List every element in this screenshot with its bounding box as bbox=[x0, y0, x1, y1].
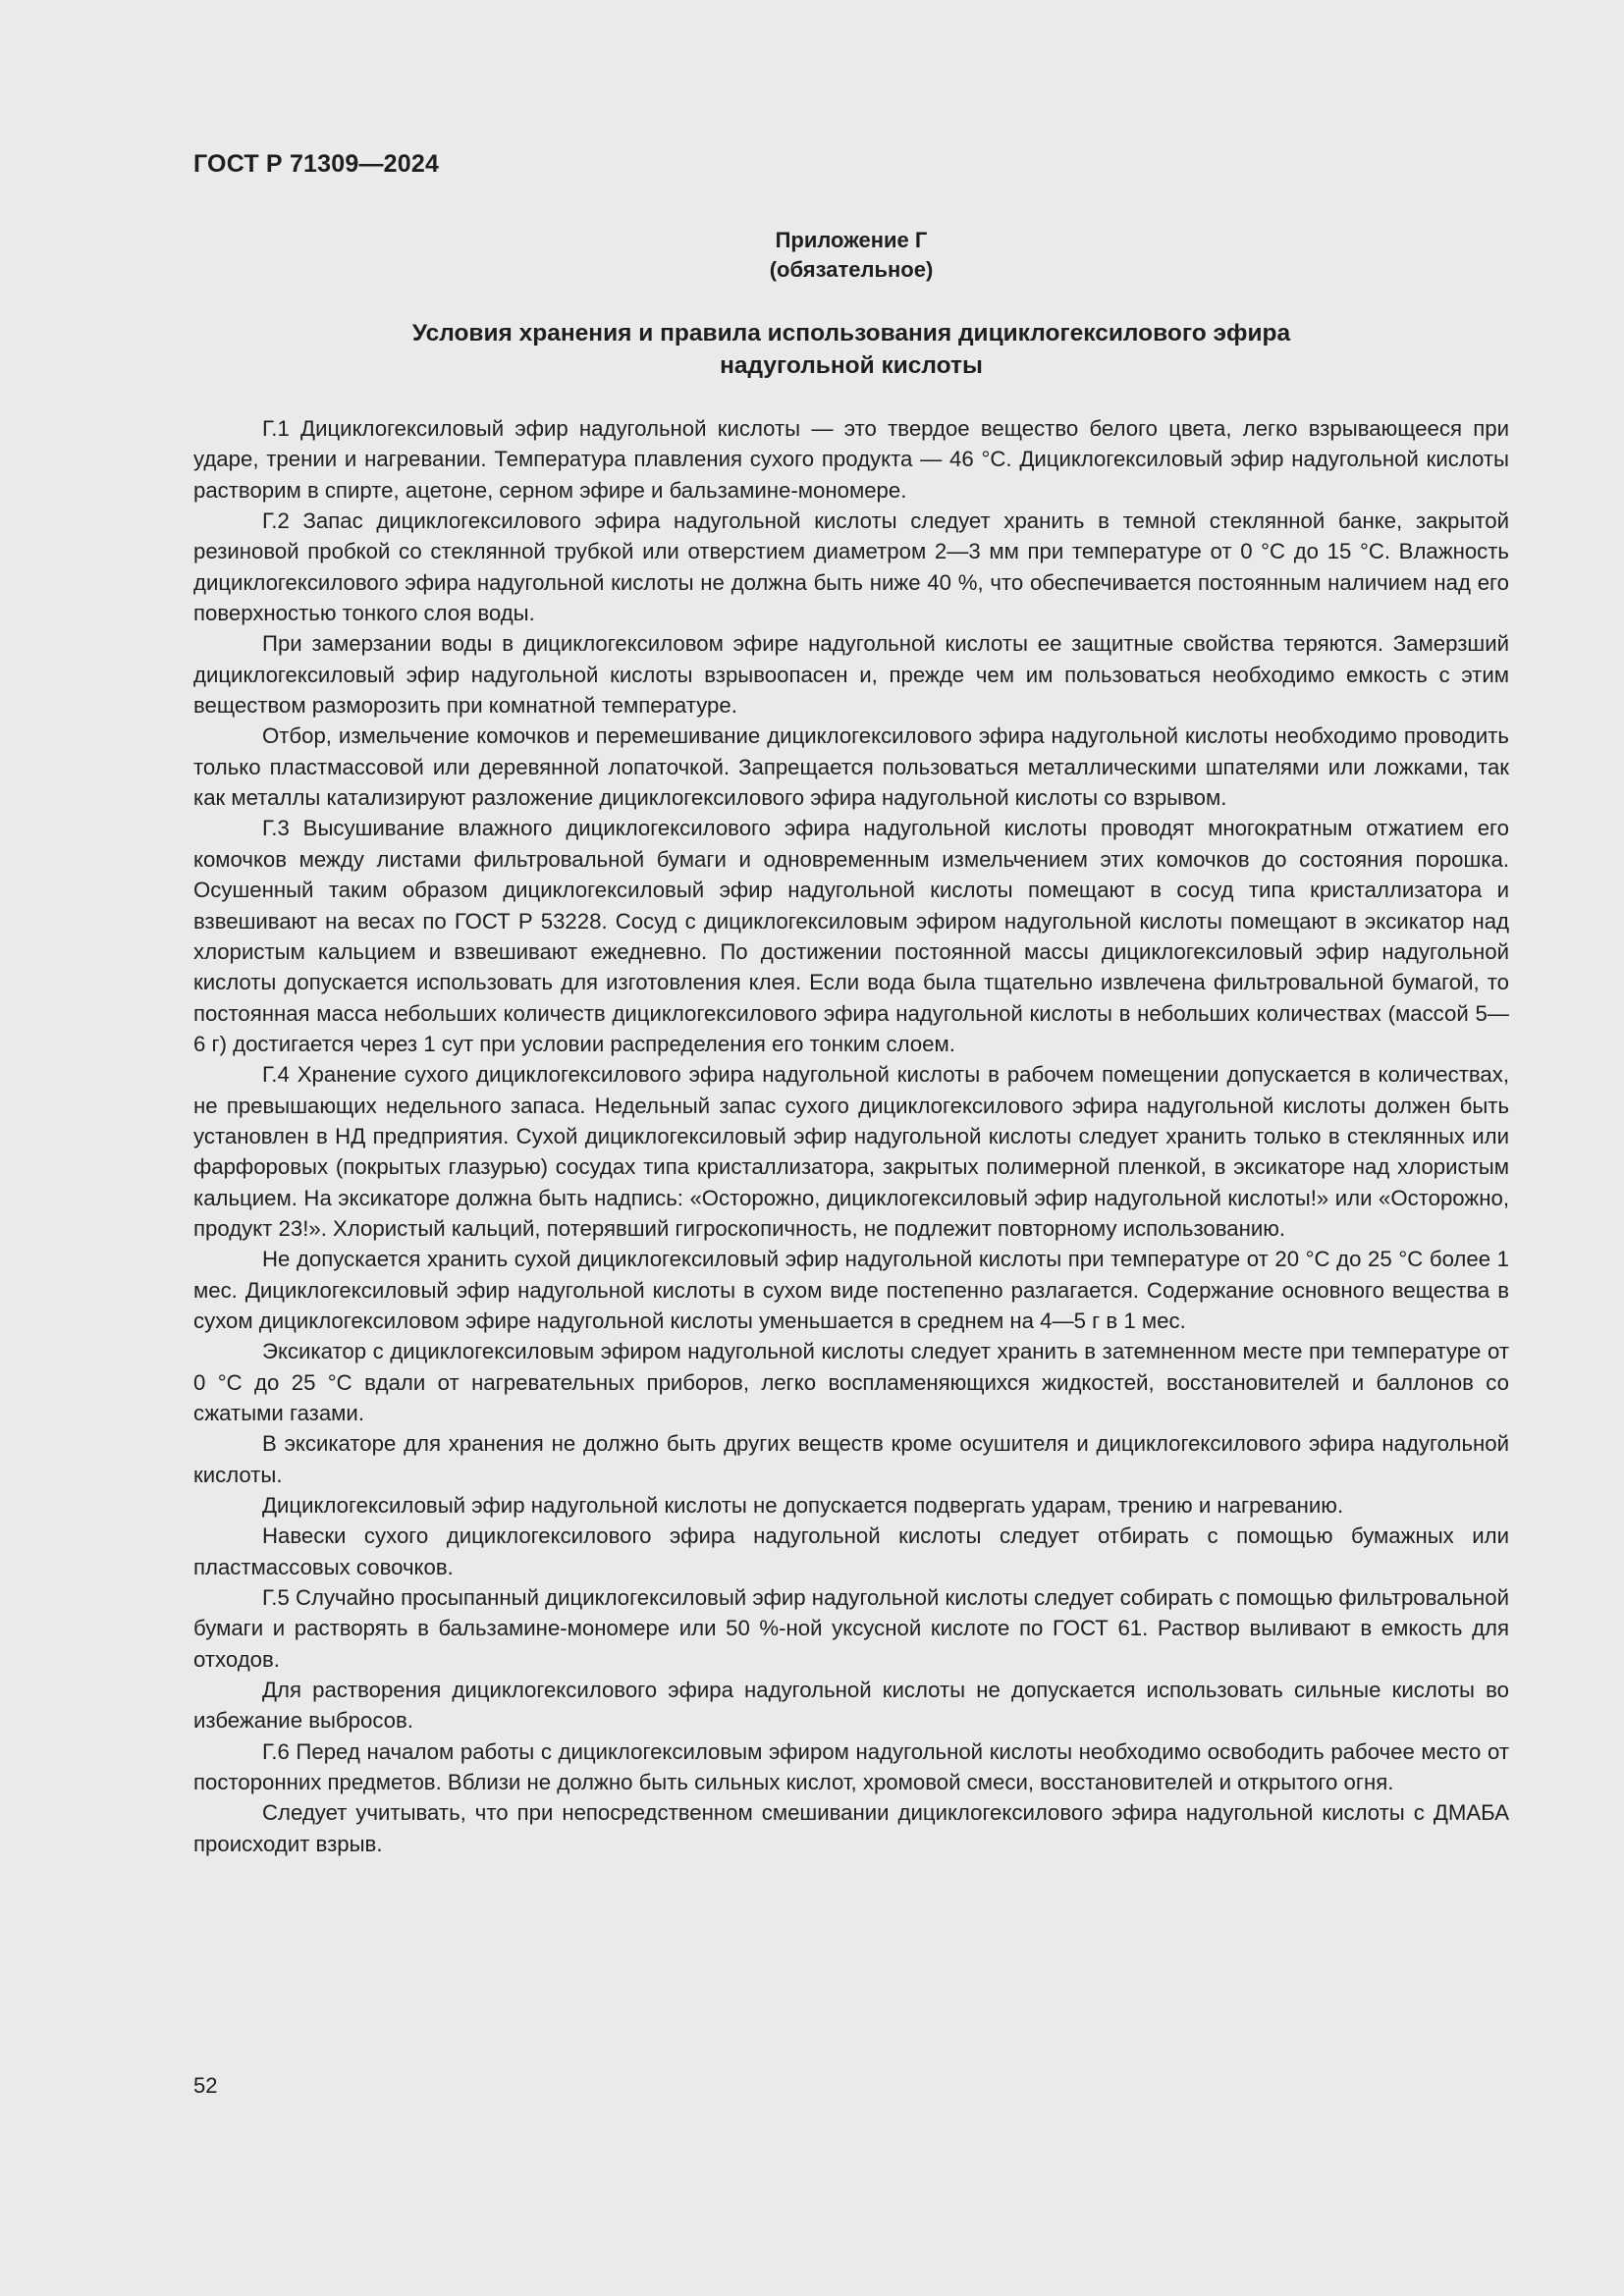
paragraph-dmaba-warning: Следует учитывать, что при непосредственном смешивании дициклогексилового эфира надугольной кислоты с ДМАБА происходит взрыв. bbox=[193, 1800, 1509, 1856]
page-number: 52 bbox=[193, 2073, 218, 2098]
paragraph-g3: Г.3 Высушивание влажного дициклогексилового эфира надугольной кислоты проводят многократным отжатием его комочков между листами фильтровальной бумаги и одновременным измельчением этих комочков до состояния порошка. Осушенный таким образом дициклогексиловый эфир надугольной кислоты помещают в сосуд типа кристаллизатора и взвешивают на весах по ГОСТ Р 53228. Сосуд с дициклогексиловым эфиром надугольной кислоты помещают в эксикатор над хлористым кальцием и взвешивают ежедневно. По достижении постоянной массы дициклогексиловый эфир надугольной кислоты допускается использовать для изготовления клея. Если вода была тщательно извлечена фильтровальной бумагой, то постоянная масса небольших количеств дициклогексилового эфира надугольной кислоты в небольших количествах (массой 5—6 г) достигается через 1 сут при условии распределения его тонким слоем. bbox=[193, 816, 1509, 1056]
paragraph-strong-acids: Для растворения дициклогексилового эфира надугольной кислоты не допускается использовать сильные кислоты во избежание выбросов. bbox=[193, 1678, 1509, 1734]
section-title bbox=[193, 317, 1509, 382]
paragraph-g1: Г.1 Дициклогексиловый эфир надугольной кислоты — это твердое вещество белого цвета, легко взрывающееся при ударе, трении и нагревании. Температура плавления сухого продукта — 46 °С. Дициклогексиловый эфир надугольной кислоты растворим в спирте, ацетоне, серном эфире и бальзамине-мономере. bbox=[193, 416, 1509, 503]
paragraph-weighing: Навески сухого дициклогексилового эфира надугольной кислоты следует отбирать с помощью бумажных или пластмассовых совочков. bbox=[193, 1523, 1509, 1579]
paragraph-dry-storage-limit: Не допускается хранить сухой дициклогексиловый эфир надугольной кислоты при температуре от 20 °С до 25 °С более 1 мес. Дициклогексиловый эфир надугольной кислоты в сухом виде постепенно разлагается. Содержание основного вещества в сухом дициклогексиловом эфире надугольной кислоты уменьшается в среднем на 4—5 г в 1 мес. bbox=[193, 1247, 1509, 1333]
document-code: ГОСТ Р 71309—2024 bbox=[193, 150, 440, 178]
appendix-status: (обязательное) bbox=[769, 257, 934, 282]
paragraph-g5: Г.5 Случайно просыпанный дициклогексиловый эфир надугольной кислоты следует собирать с помощью фильтровальной бумаги и растворять в бальзамине-мономере или 50 %-ной уксусной кислоте по ГОСТ 61. Раствор выливают в емкость для отходов. bbox=[193, 1585, 1510, 1672]
paragraph-g4: Г.4 Хранение сухого дициклогексилового эфира надугольной кислоты в рабочем помещении допускается в количествах, не превышающих недельного запаса. Недельный запас сухого дициклогексилового эфира надугольной кислоты должен быть установлен в НД предприятия. Сухой дициклогексиловый эфир надугольной кислоты следует хранить только в стеклянных или фарфоровых (покрытых глазурью) сосудах типа кристаллизатора, закрытых полимерной пленкой, в эксикаторе над хлористым кальцием. На эксикаторе должна быть надпись: «Осторожно, дициклогексиловый эфир надугольной кислоты!» или «Осторожно, продукт 23!». Хлористый кальций, потерявший гигроскопичность, не подлежит повторному использованию. bbox=[193, 1062, 1509, 1241]
paragraph-handling-tools: Отбор, измельчение комочков и перемешивание дициклогексилового эфира надугольной кислоты необходимо проводить только пластмассовой или деревянной лопаточкой. Запрещается пользоваться металлическими шпателями или ложками, так как металлы катализируют разложение дициклогексилового эфира надугольной кислоты со взрывом. bbox=[193, 723, 1509, 811]
paragraph-impact-warning: Дициклогексиловый эфир надугольной кислоты не допускается подвергать ударам, трению и нагреванию. bbox=[262, 1493, 1344, 1519]
paragraph-desiccator-location: Эксикатор с дициклогексиловым эфиром надугольной кислоты следует хранить в затемненном месте при температуре от 0 °С до 25 °С вдали от нагревательных приборов, легко воспламеняющихся жидкостей, восстановителей и баллонов со сжатыми газами. bbox=[193, 1339, 1509, 1425]
paragraph-g2: Г.2 Запас дициклогексилового эфира надугольной кислоты следует хранить в темной стеклянной банке, закрытой резиновой пробкой со стеклянной трубкой или отверстием диаметром 2—3 мм при температуре от 0 °С до 15 °С. Влажность дициклогексилового эфира надугольной кислоты не должна быть ниже 40 %, что обеспечивается постоянным наличием над его поверхностью тонкого слоя воды. bbox=[193, 508, 1509, 626]
paragraph-freezing: При замерзании воды в дициклогексиловом эфире надугольной кислоты ее защитные свойства теряются. Замерзший дициклогексиловый эфир надугольной кислоты взрывоопасен и, прежде чем им пользоваться необходимо емкость с этим веществом разморозить при комнатной температуре. bbox=[193, 631, 1509, 719]
paragraph-desiccator-contents: В эксикаторе для хранения не должно быть других веществ кроме осушителя и дициклогексилового эфира надугольной кислоты. bbox=[193, 1431, 1509, 1487]
paragraph-g6: Г.6 Перед началом работы с дициклогексиловым эфиром надугольной кислоты необходимо освободить рабочее место от посторонних предметов. Вблизи не должно быть сильных кислот, хромовой смеси, восстановителей и открытого огня. bbox=[193, 1738, 1509, 1795]
body-text bbox=[193, 413, 1509, 1859]
appendix-title: Приложение Г bbox=[775, 228, 928, 252]
section-title-line-1: Условия хранения и правила использования дициклогексилового эфира bbox=[411, 320, 1291, 347]
section-title-line-2: надугольной кислоты bbox=[720, 352, 983, 379]
